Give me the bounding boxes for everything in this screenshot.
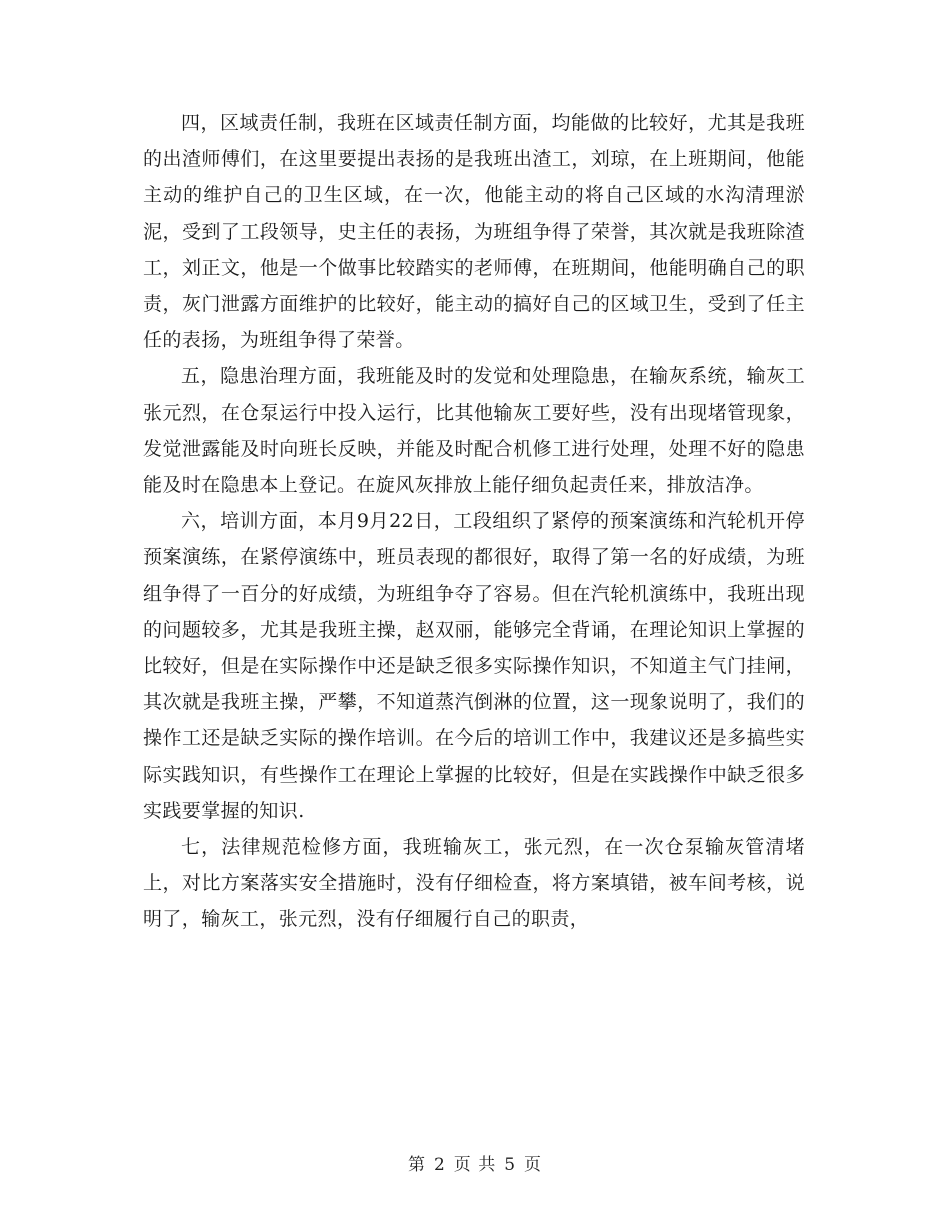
footer-middle: 页 共	[453, 1155, 497, 1175]
footer-total-pages: 5	[504, 1155, 517, 1175]
page-footer	[0, 1150, 950, 1175]
footer-page-number: 2	[433, 1155, 446, 1175]
paragraph-6: 六，培训方面，本月9月22日，工段组织了紧停的预案演练和汽轮机开停预案演练，在紧停演练中，班员表现的都很好，取得了第一名的好成绩，为班组争得了一百分的好成绩，为班组争夺了容易。但在汽轮机演练中，我班出现的问题较多，尤其是我班主操，赵双丽，能够完全背诵，在理论知识上掌握的比较好，但是在实际操作中还是缺乏很多实际操作知识，不知道主气门挂闸，其次就是我班主操，严攀，不知道蒸汽倒淋的位置，这一现象说明了，我们的操作工还是缺乏实际的操作培训。在今后的培训工作中，我建议还是多搞些实际实践知识，有些操作工在理论上掌握的比较好，但是在实践操作中缺乏很多实践要掌握的知识.	[143, 510, 805, 822]
document-body	[143, 105, 805, 938]
footer-suffix: 页	[524, 1155, 543, 1175]
footer-prefix: 第	[407, 1155, 426, 1175]
paragraph-4: 四，区域责任制，我班在区域责任制方面，均能做的比较好，尤其是我班的出渣师傅们，在这里要提出表扬的是我班出渣工，刘琼，在上班期间，他能主动的维护自己的卫生区域，在一次，他能主动的将自己区域的水沟清理淤泥，受到了工段领导，史主任的表扬，为班组争得了荣誉，其次就是我班除渣工，刘正文，他是一个做事比较踏实的老师傅，在班期间，他能明确自己的职责，灰门泄露方面维护的比较好，能主动的搞好自己的区域卫生，受到了任主任的表扬，为班组争得了荣誉。	[143, 112, 805, 352]
paragraph-7: 七，法律规范检修方面，我班输灰工，张元烈，在一次仓泵输灰管清堵上，对比方案落实安全措施时，没有仔细检查，将方案填错，被车间考核，说明了，输灰工，张元烈，没有仔细履行自己的职责，	[143, 836, 805, 931]
paragraph-5: 五，隐患治理方面，我班能及时的发觉和处理隐患，在输灰系统，输灰工张元烈，在仓泵运行中投入运行，比其他输灰工要好些，没有出现堵管现象，发觉泄露能及时向班长反映，并能及时配合机修工进行处理，处理不好的隐患能及时在隐患本上登记。在旋风灰排放上能仔细负起责任来，排放洁净。	[143, 365, 805, 497]
